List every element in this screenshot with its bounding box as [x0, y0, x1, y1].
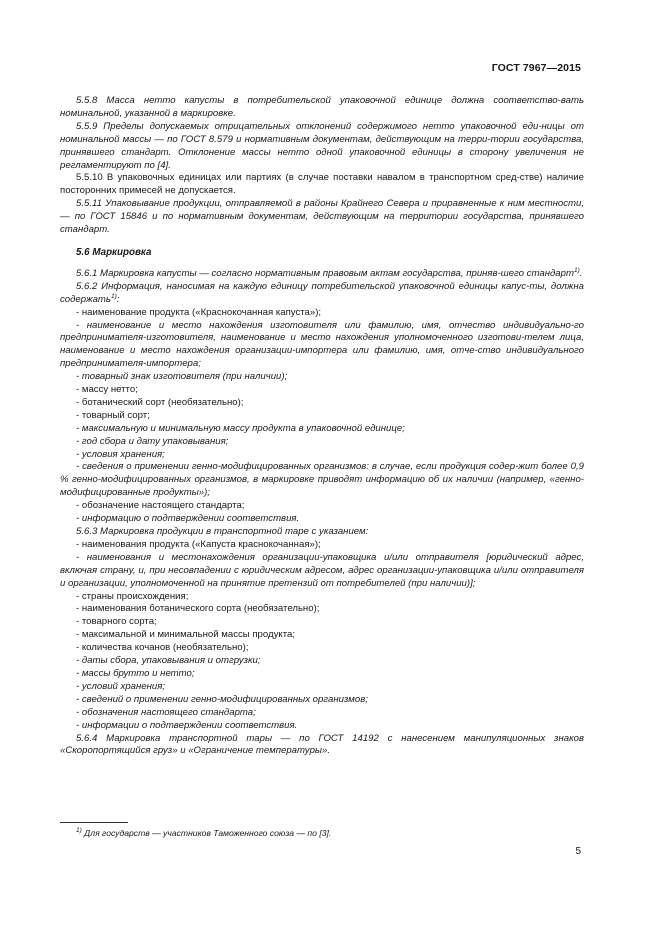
- clause-tail: .: [579, 267, 583, 279]
- footnote-text: Для государств — участников Таможенного союза — по [3].: [84, 828, 332, 838]
- footnote-ref: 1): [110, 292, 117, 300]
- document-id-header: ГОСТ 7967—2015: [491, 62, 581, 74]
- list-item: - страны происхождения;: [76, 590, 189, 602]
- list-item: - массу нетто;: [76, 384, 138, 396]
- clause-5-5-8: 5.5.8 Масса нетто капусты в потребительской упаковочной единице должна соответство-вать номинальной, указанной в маркировке.: [60, 95, 584, 119]
- list-item: - информацию о подтверждении соответствия.: [76, 513, 300, 525]
- list-item: - массы брутто и нетто;: [76, 667, 195, 679]
- list-item: - товарный знак изготовителя (при наличии);: [76, 371, 288, 383]
- list-item: - сведений о применении генно-модифицированных организмов;: [76, 693, 368, 705]
- list-item: - наименования и местонахождения организации-упаковщика и/или отправителя [юридический адрес, включая страну, и, при несовпадении с юридическим адресом, адрес организации-упаковщика и/или отправителя и организации, уполномоченной на принятие претензий от потребителей (при наличии)];: [60, 551, 584, 589]
- clause-5-6-1: [60, 268, 584, 281]
- list-item: - год сбора и дату упаковывания;: [76, 435, 229, 447]
- footnote-mark: 1): [76, 827, 82, 835]
- list-item: - информации о подтверждении соответствия.: [76, 719, 298, 731]
- list-item: - даты сбора, упаковывания и отгрузки;: [76, 655, 261, 667]
- page-number: 5: [575, 846, 581, 857]
- list-item: - обозначения настоящего стандарта;: [76, 706, 256, 718]
- list-item: - товарный сорт;: [76, 409, 150, 421]
- clause-5-6-2: [60, 281, 584, 307]
- clause-5-5-9: 5.5.9 Пределы допускаемых отрицательных отклонений содержимого нетто упаковочной еди-ницы от номинальной массы — по ГОСТ 8.579 и нормативным документам, действующим на терри-тории государства, принявшего стандарт. Отклонение массы нетто одной упаковочной единицы в сторону увеличения не регламентируют по [4].: [60, 120, 584, 171]
- list-item: - ботанический сорт (необязательно);: [76, 396, 244, 408]
- list-item: - сведения о применении генно-модифицированных организмов: в случае, если продукция содер-жит более 0,9 % генно-модифицированных организмов, в маркировке приводят информацию об их наличии (например, «генно-модифицированные продукты»);: [60, 461, 584, 499]
- list-item: - обозначение настоящего стандарта;: [76, 500, 245, 512]
- clause-text: 5.6.2 Информация, наносимая на каждую единицу потребительской упаковочной единицы капус-ты, должна содержать: [60, 280, 584, 305]
- list-item: - максимальную и минимальную массу продукта в упаковочной единице;: [76, 422, 405, 434]
- clause-5-6-4: 5.6.4 Маркировка транспортной тары — по ГОСТ 14192 с нанесением манипуляционных знаков «Скоропортящийся груз» и «Ограничение температуры».: [60, 732, 584, 757]
- list-item: - наименования ботанического сорта (необязательно);: [76, 603, 320, 615]
- list-item: - наименование и место нахождения изготовителя или фамилию, имя, отчество индивидуально-го предпринимателя-изготовителя, наименование и место нахождения уполномоченного изготови-телем лица, наименование и место нахождения организации-импортера или фамилию, имя, отче-ство индивидуального предпринимателя-импортера;: [60, 319, 584, 370]
- list-item: - наименование продукта («Краснокочанная капуста»);: [76, 306, 322, 318]
- clause-5-5-10: 5.5.10 В упаковочных единицах или партиях (в случае поставки навалом в транспортном сред-стве) наличие посторонних примесей не допускается.: [60, 172, 584, 197]
- footnote-ref: 1): [573, 266, 580, 274]
- clause-5-6-3: 5.6.3 Маркировка продукции в транспортной таре с указанием:: [76, 526, 369, 537]
- list-item: - количества кочанов (необязательно);: [76, 642, 249, 654]
- list-item: - товарного сорта;: [76, 616, 157, 628]
- clause-5-5-11: 5.5.11 Упаковывание продукции, отправляемой в районы Крайнего Севера и приравненные к ним местности, — по ГОСТ 15846 и по нормативным документам, действующим на территории государства, принявшего стандарт.: [60, 198, 584, 236]
- clause-tail: :: [116, 293, 120, 305]
- section-title: 5.6 Маркировка: [76, 246, 152, 258]
- list-item: - наименования продукта («Капуста краснокочанная»);: [76, 538, 321, 550]
- list-item: - условия хранения;: [76, 448, 165, 460]
- list-item: - максимальной и минимальной массы продукта;: [76, 629, 295, 641]
- body-content: [60, 95, 584, 758]
- footnote-divider: [60, 822, 128, 823]
- clause-text: 5.6.1 Маркировка капусты — согласно нормативным правовым актам государства, приняв-шего стандарт: [76, 267, 574, 279]
- list-item: - условий хранения;: [76, 680, 166, 692]
- footnote: [76, 828, 584, 839]
